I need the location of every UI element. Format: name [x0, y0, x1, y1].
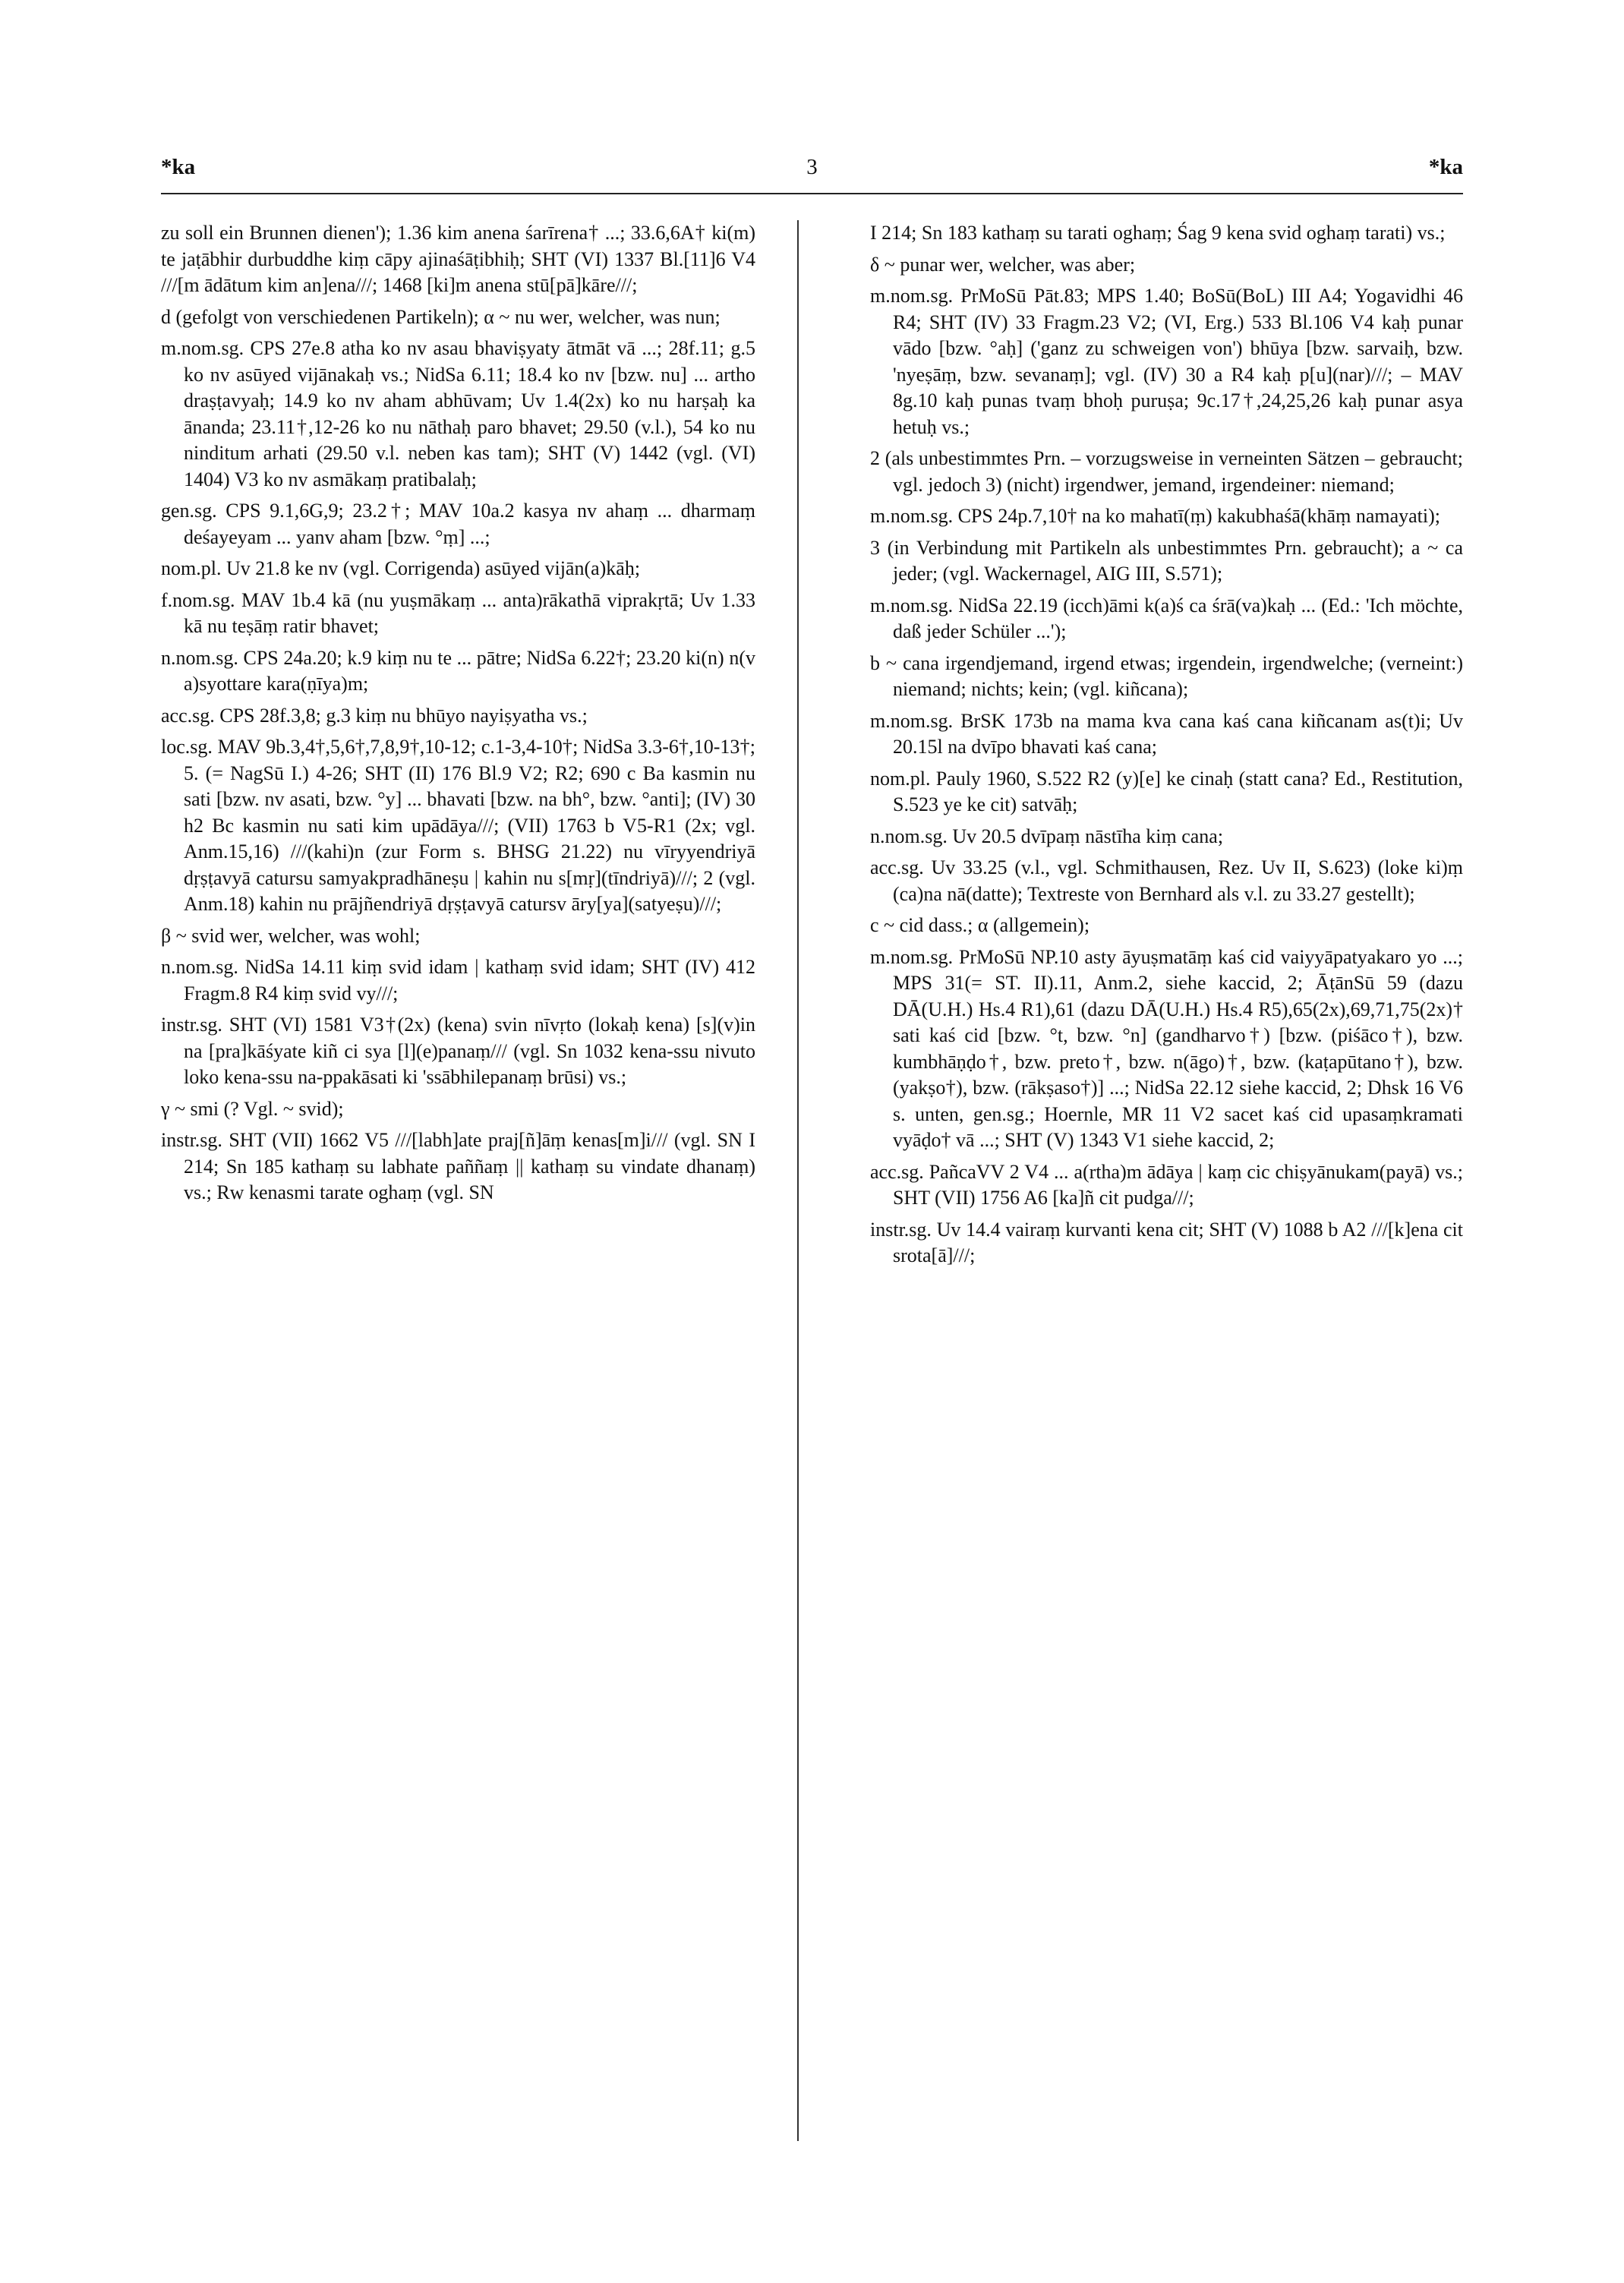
entry-paragraph: b ~ cana irgendjemand, irgend etwas; irgendein, irgendwelche; (verneint:) niemand; nichts; kein; (vgl. kiñcana);: [870, 651, 1463, 700]
entry-paragraph: γ ~ smi (? Vgl. ~ svid);: [161, 1097, 344, 1120]
entry-paragraph: instr.sg. SHT (VI) 1581 V3†(2x) (kena) svin nīvṛto (lokaḥ kena) [s](v)in na [pra]kāśyate kiñ ci sya [l](e)panaṃ/// (vgl. Sn 1032 kena-ssu nivuto loko kena-ssu na-ppakāsati ki 'ssābhilepanaṃ brūsi) vs.;: [161, 1014, 755, 1088]
entry-paragraph: nom.pl. Pauly 1960, S.522 R2 (y)[e] ke cinaḥ (statt cana? Ed., Restitution, S.523 ye ke cit) satvāḥ;: [870, 767, 1463, 815]
entry-paragraph: acc.sg. Uv 33.25 (v.l., vgl. Schmithausen, Rez. Uv II, S.623) (loke ki)ṃ (ca)na nā(datte); Textreste von Bernhard als v.l. zu 33.27 gestellt);: [870, 856, 1463, 905]
header-left-headword: *ka: [161, 155, 196, 179]
entry-paragraph: n.nom.sg. CPS 24a.20; k.9 kiṃ nu te ... pātre; NidSa 6.22†; 23.20 ki(n) n(v a)syottare kara(ṇīya)m;: [161, 646, 755, 695]
entry-paragraph: m.nom.sg. NidSa 22.19 (icch)āmi k(a)ś ca śrā(va)kaḥ ... (Ed.: 'Ich möchte, daß jeder Schüler ...');: [870, 594, 1463, 642]
entry-paragraph: f.nom.sg. MAV 1b.4 kā (nu yuṣmākaṃ ... anta)rākathā viprakṛtā; Uv 1.33 kā nu teṣāṃ ratir bhavet;: [161, 588, 755, 637]
entry-paragraph: 2 (als unbestimmtes Prn. – vorzugsweise in verneinten Sätzen – gebraucht; vgl. jedoch 3) (nicht) irgendwer, jemand, irgendeiner: niemand;: [870, 447, 1463, 496]
entry-paragraph: n.nom.sg. Uv 20.5 dvīpaṃ nāstīha kiṃ cana;: [870, 825, 1224, 847]
entry-paragraph: β ~ svid wer, welcher, was wohl;: [161, 924, 421, 947]
left-column: [161, 220, 755, 1212]
page-number: 3: [806, 155, 818, 179]
header-right-headword: *ka: [1428, 155, 1463, 179]
entry-paragraph: 3 (in Verbindung mit Partikeln als unbestimmtes Prn. gebraucht); a ~ ca jeder; (vgl. Wackernagel, AIG III, S.571);: [870, 536, 1463, 585]
entry-paragraph: δ ~ punar wer, welcher, was aber;: [870, 253, 1136, 276]
entry-paragraph: acc.sg. PañcaVV 2 V4 ... a(rtha)m ādāya | kaṃ cic chiṣyānukam(payā) vs.; SHT (VII) 1756 A6 [ka]ñ cit pudga///;: [870, 1160, 1463, 1209]
entry-paragraph: m.nom.sg. PrMoSū NP.10 asty āyuṣmatāṃ kaś cid vaiyyāpatyakaro yo ...; MPS 31(= ST. II).11, Anm.2, siehe kaccid, 2; ĀṭānSū 59 (dazu DĀ(U.H.) Hs.4 R1),61 (dazu DĀ(U.H.) Hs.4 R5),65(2x),69,71,75(2x)† sati kaś cid [bzw. °t, bzw. °n] (gandharvo†) [bzw. (piśāco†), bzw. kumbhāṇḍo†, bzw. preto†, bzw. n(āgo)†, bzw. (kaṭapūtano†), bzw. (yakṣo†), bzw. (rākṣaso†)] ...; NidSa 22.12 siehe kaccid, 2; Dhsk 16 V6 s. unten, gen.sg.; Hoernle, MR 11 V2 sacet kaś cid upasaṃkramati vyāḍo† vā ...; SHT (V) 1343 V1 siehe kaccid, 2;: [870, 945, 1463, 1151]
entry-paragraph: m.nom.sg. BrSK 173b na mama kva cana kaś cana kiñcanam as(t)i; Uv 20.15l na dvīpo bhavati kaś cana;: [870, 709, 1463, 758]
header-rule: [161, 193, 1463, 194]
entry-paragraph: m.nom.sg. CPS 27e.8 atha ko nv asau bhaviṣyaty ātmāt vā ...; 28f.11; g.5 ko nv asūyed vijānakaḥ vs.; NidSa 6.11; 18.4 ko nv [bzw. nu] ... artho draṣṭavyaḥ; 14.9 ko nv aham abhūvam; Uv 1.4(2x) ko nu harṣaḥ ka ānanda; 23.11†,12-26 ko nu nāthaḥ paro bhavet; 29.50 (v.l.), 54 ko nu ninditum arhati (29.50 v.l. neben kas tam); SHT (V) 1442 (vgl. (VI) 1404) V3 ko nv asmākaṃ pratibalaḥ;: [161, 337, 755, 490]
entry-paragraph: m.nom.sg. PrMoSū Pāt.83; MPS 1.40; BoSū(BoL) III A4; Yogavidhi 46 R4; SHT (IV) 33 Fragm.23 V2; (VI, Erg.) 533 Bl.106 V4 kaḥ punar vādo [bzw. °aḥ] ('ganz zu schweigen von') bhūya [bzw. sarvaiḥ, bzw. 'nyeṣāṃ, bzw. sevanaṃ]; vgl. (IV) 30 a R4 kaḥ p[u](nar)///; – MAV 8g.10 kaḥ punas tvaṃ bhoḥ puruṣa; 9c.17†,24,25,26 kaḥ punar asya hetuḥ vs.;: [870, 285, 1463, 438]
entry-paragraph: instr.sg. Uv 14.4 vairaṃ kurvanti kena cit; SHT (V) 1088 b A2 ///[k]ena cit srota[ā]///;: [870, 1218, 1463, 1266]
entry-paragraph: I 214; Sn 183 kathaṃ su tarati oghaṃ; Śag 9 kena svid oghaṃ tarati) vs.;: [870, 222, 1446, 244]
entry-paragraph: c ~ cid dass.; α (allgemein);: [870, 914, 1090, 936]
column-divider: [797, 220, 799, 2141]
entry-paragraph: acc.sg. CPS 28f.3,8; g.3 kiṃ nu bhūyo nayiṣyatha vs.;: [161, 704, 588, 727]
page-header: [161, 155, 1463, 185]
entry-paragraph: gen.sg. CPS 9.1,6G,9; 23.2†; MAV 10a.2 kasya nv ahaṃ ... dharmaṃ deśayeyam ... yanv aham [bzw. °ṃ] ...;: [161, 500, 755, 548]
entry-paragraph: m.nom.sg. CPS 24p.7,10† na ko mahatī(ṃ) kakubhaśā(khāṃ namayati);: [870, 505, 1440, 527]
entry-paragraph: loc.sg. MAV 9b.3,4†,5,6†,7,8,9†,10-12; c.1-3,4-10†; NidSa 3.3-6†,10-13†; 5. (= NagSū I.) 4-26; SHT (II) 176 Bl.9 V2; R2; 690 c Ba kasmin nu sati [bzw. nv asati, bzw. °y] ... bhavati [bzw. na bh°, bzw. °anti]; (IV) 30 h2 Bc kasmin nu sati kim upādāya///; (VII) 1763 b V5-R1 (2x; vgl. Anm.15,16) ///(kahi)n (zur Form s. BHSG 21.22) nu vīryyendriyā dṛṣṭavyā catursu samyakpradhāneṣu | kahin nu s[mṛ](tīndriyā)///; 2 (vgl. Anm.18) kahin nu prājñendriyā dṛṣṭavyā catursv āry[ya](satyeṣu)///;: [161, 736, 755, 915]
entry-paragraph: instr.sg. SHT (VII) 1662 V5 ///[labh]ate praj[ñ]āṃ kenas[m]i/// (vgl. SN I 214; Sn 185 kathaṃ su labhate paññaṃ || kathaṃ su vindate dhanaṃ) vs.; Rw kenasmi tarate oghaṃ (vgl. SN: [161, 1129, 755, 1203]
entry-paragraph: zu soll ein Brunnen dienen'); 1.36 kim anena śarīrena† ...; 33.6,6A† ki(m) te jaṭābhir durbuddhe kiṃ cāpy ajinaśāṭibhiḥ; SHT (VI) 1337 Bl.[11]6 V4 ///[m ādātum kim an]ena///; 1468 [ki]m anena stū[pā]kāre///;: [161, 222, 755, 296]
entry-paragraph: nom.pl. Uv 21.8 ke nv (vgl. Corrigenda) asūyed vijān(a)kāḥ;: [161, 557, 641, 579]
entry-paragraph: n.nom.sg. NidSa 14.11 kiṃ svid idam | kathaṃ svid idam; SHT (IV) 412 Fragm.8 R4 kiṃ svid vy///;: [161, 956, 755, 1004]
right-column: [870, 220, 1463, 1275]
entry-paragraph: d (gefolgt von verschiedenen Partikeln); α ~ nu wer, welcher, was nun;: [161, 305, 721, 328]
